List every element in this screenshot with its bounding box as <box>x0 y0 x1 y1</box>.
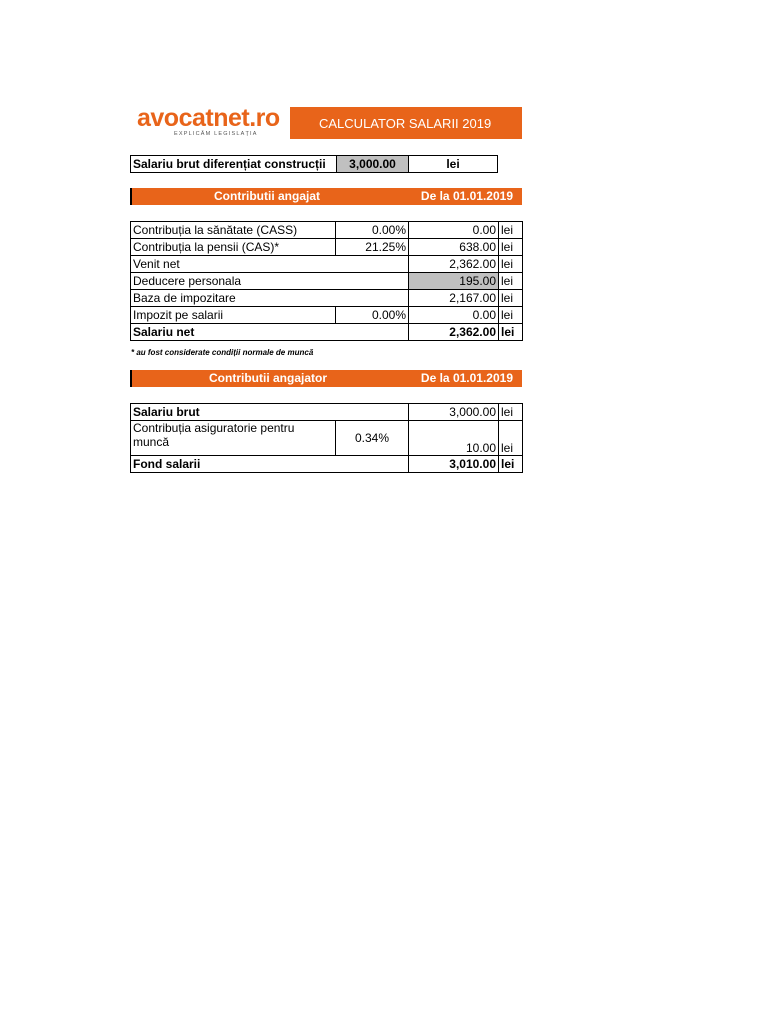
row-label: Salariu net <box>131 324 409 341</box>
row-value: 2,362.00 <box>409 324 499 341</box>
row-label: Deducere personala <box>131 273 409 290</box>
row-percent: 0.34% <box>336 421 409 456</box>
row-unit: lei <box>499 307 523 324</box>
row-label: Contribuția la pensii (CAS)* <box>131 239 336 256</box>
employee-section-header <box>130 188 522 205</box>
row-unit: lei <box>499 222 523 239</box>
row-value: 638.00 <box>409 239 499 256</box>
employer-table <box>130 403 523 473</box>
row-label: Salariu brut <box>131 404 409 421</box>
employer-section-title: Contributii angajator <box>209 371 327 385</box>
row-value: 10.00 <box>409 421 499 456</box>
table-row <box>131 256 523 273</box>
row-value: 3,010.00 <box>409 456 499 473</box>
employer-section-date: De la 01.01.2019 <box>420 371 513 385</box>
gross-salary-input[interactable]: 3,000.00 <box>337 156 409 172</box>
table-row <box>131 273 523 290</box>
row-unit: lei <box>499 290 523 307</box>
employee-section-title: Contributii angajat <box>214 189 320 203</box>
row-value: 2,167.00 <box>409 290 499 307</box>
row-percent: 0.00% <box>336 307 409 324</box>
row-percent: 0.00% <box>336 222 409 239</box>
row-label: Venit net <box>131 256 409 273</box>
logo-tagline: EXPLICĂM LEGISLAȚIA <box>174 131 258 137</box>
row-unit: lei <box>499 456 523 473</box>
row-label: Contribuția la sănătate (CASS) <box>131 222 336 239</box>
gross-salary-row <box>130 155 498 173</box>
gross-salary-label: Salariu brut diferențiat construcții <box>131 156 337 172</box>
logo <box>130 104 290 139</box>
row-unit: lei <box>499 404 523 421</box>
employee-table <box>130 221 523 341</box>
table-row <box>131 404 523 421</box>
table-row <box>131 307 523 324</box>
row-unit: lei <box>499 256 523 273</box>
row-value: 3,000.00 <box>409 404 499 421</box>
row-value: 2,362.00 <box>409 256 499 273</box>
table-row <box>131 290 523 307</box>
personal-deduction-input[interactable]: 195.00 <box>409 273 499 290</box>
footnote: * au fost considerate condiții normale de muncă <box>131 348 314 357</box>
table-row-total <box>131 456 523 473</box>
table-row <box>131 421 523 456</box>
logo-text: avocatnet.ro <box>137 104 280 132</box>
row-label: Impozit pe salarii <box>131 307 336 324</box>
table-row <box>131 239 523 256</box>
gross-salary-unit: lei <box>446 157 460 171</box>
employee-section-date: De la 01.01.2019 <box>420 189 513 203</box>
page-title: CALCULATOR SALARII 2019 <box>290 107 522 139</box>
row-unit: lei <box>499 324 523 341</box>
row-label: Baza de impozitare <box>131 290 409 307</box>
row-percent: 21.25% <box>336 239 409 256</box>
row-value: 0.00 <box>409 307 499 324</box>
employer-section-header <box>130 370 522 387</box>
row-label: Contribuția asiguratorie pentru muncă <box>131 421 336 456</box>
row-unit: lei <box>499 421 523 456</box>
table-row-total <box>131 324 523 341</box>
table-row <box>131 222 523 239</box>
row-value: 0.00 <box>409 222 499 239</box>
row-unit: lei <box>499 239 523 256</box>
row-label: Fond salarii <box>131 456 409 473</box>
row-unit: lei <box>499 273 523 290</box>
